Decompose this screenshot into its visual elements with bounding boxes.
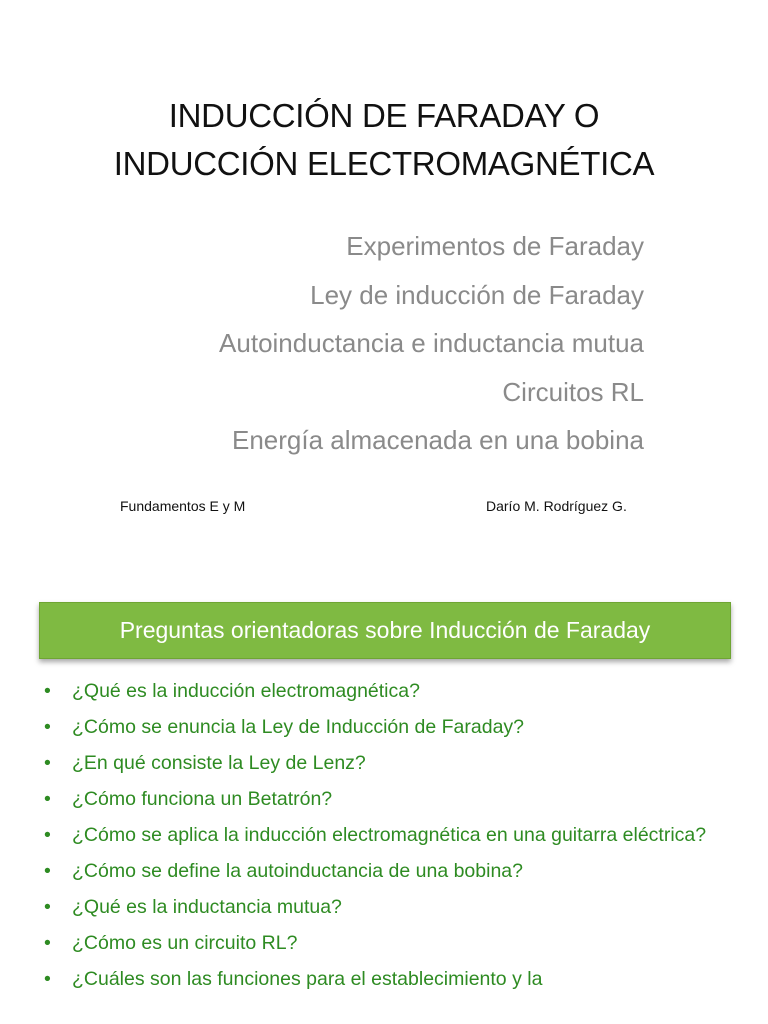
subtitle-list bbox=[84, 222, 644, 465]
question-item bbox=[42, 821, 720, 850]
slide-questions bbox=[0, 576, 768, 1024]
question-text: ¿Cómo se aplica la inducción electromagnética en una guitarra eléctrica? bbox=[72, 824, 707, 846]
question-text: ¿Cuáles son las funciones para el establecimiento y la bbox=[72, 968, 543, 990]
question-text: ¿Qué es la inductancia mutua? bbox=[72, 896, 342, 918]
bullet-icon: • bbox=[44, 968, 51, 990]
author-name: Darío M. Rodríguez G. bbox=[486, 498, 627, 514]
question-text: ¿En qué consiste la Ley de Lenz? bbox=[72, 752, 366, 774]
question-item bbox=[42, 857, 720, 886]
course-name: Fundamentos E y M bbox=[120, 498, 246, 514]
bullet-icon: • bbox=[44, 716, 51, 738]
questions-banner: Preguntas orientadoras sobre Inducción de Faraday bbox=[39, 602, 731, 659]
question-item bbox=[42, 677, 720, 706]
question-item bbox=[42, 965, 720, 994]
question-list bbox=[42, 677, 720, 1001]
bullet-icon: • bbox=[44, 860, 51, 882]
question-item bbox=[42, 785, 720, 814]
subtitle-item: Circuitos RL bbox=[502, 376, 644, 407]
bullet-icon: • bbox=[44, 752, 51, 774]
subtitle-item: Ley de inducción de Faraday bbox=[310, 279, 644, 310]
question-text: ¿Cómo funciona un Betatrón? bbox=[72, 788, 333, 810]
question-text: ¿Cómo se define la autoinductancia de una bobina? bbox=[72, 860, 523, 882]
title-line-2: INDUCCIÓN ELECTROMAGNÉTICA bbox=[113, 145, 655, 182]
question-text: ¿Cómo se enuncia la Ley de Inducción de Faraday? bbox=[72, 716, 525, 738]
bullet-icon: • bbox=[44, 680, 51, 702]
bullet-icon: • bbox=[44, 932, 51, 954]
bullet-icon: • bbox=[44, 788, 51, 810]
question-text: ¿Qué es la inducción electromagnética? bbox=[72, 680, 420, 702]
question-item bbox=[42, 893, 720, 922]
subtitle-item: Autoinductancia e inductancia mutua bbox=[219, 328, 644, 358]
question-item bbox=[42, 713, 720, 742]
question-item bbox=[42, 749, 720, 778]
subtitle-item: Experimentos de Faraday bbox=[346, 231, 644, 261]
slide-title-heading bbox=[60, 92, 708, 188]
bullet-icon: • bbox=[44, 896, 51, 918]
subtitle-item: Energía almacenada en una bobina bbox=[232, 425, 644, 455]
title-line-1: INDUCCIÓN DE FARADAY O bbox=[168, 97, 600, 134]
bullet-icon: • bbox=[44, 824, 51, 846]
question-item bbox=[42, 929, 720, 958]
question-text: ¿Cómo es un circuito RL? bbox=[72, 932, 298, 954]
